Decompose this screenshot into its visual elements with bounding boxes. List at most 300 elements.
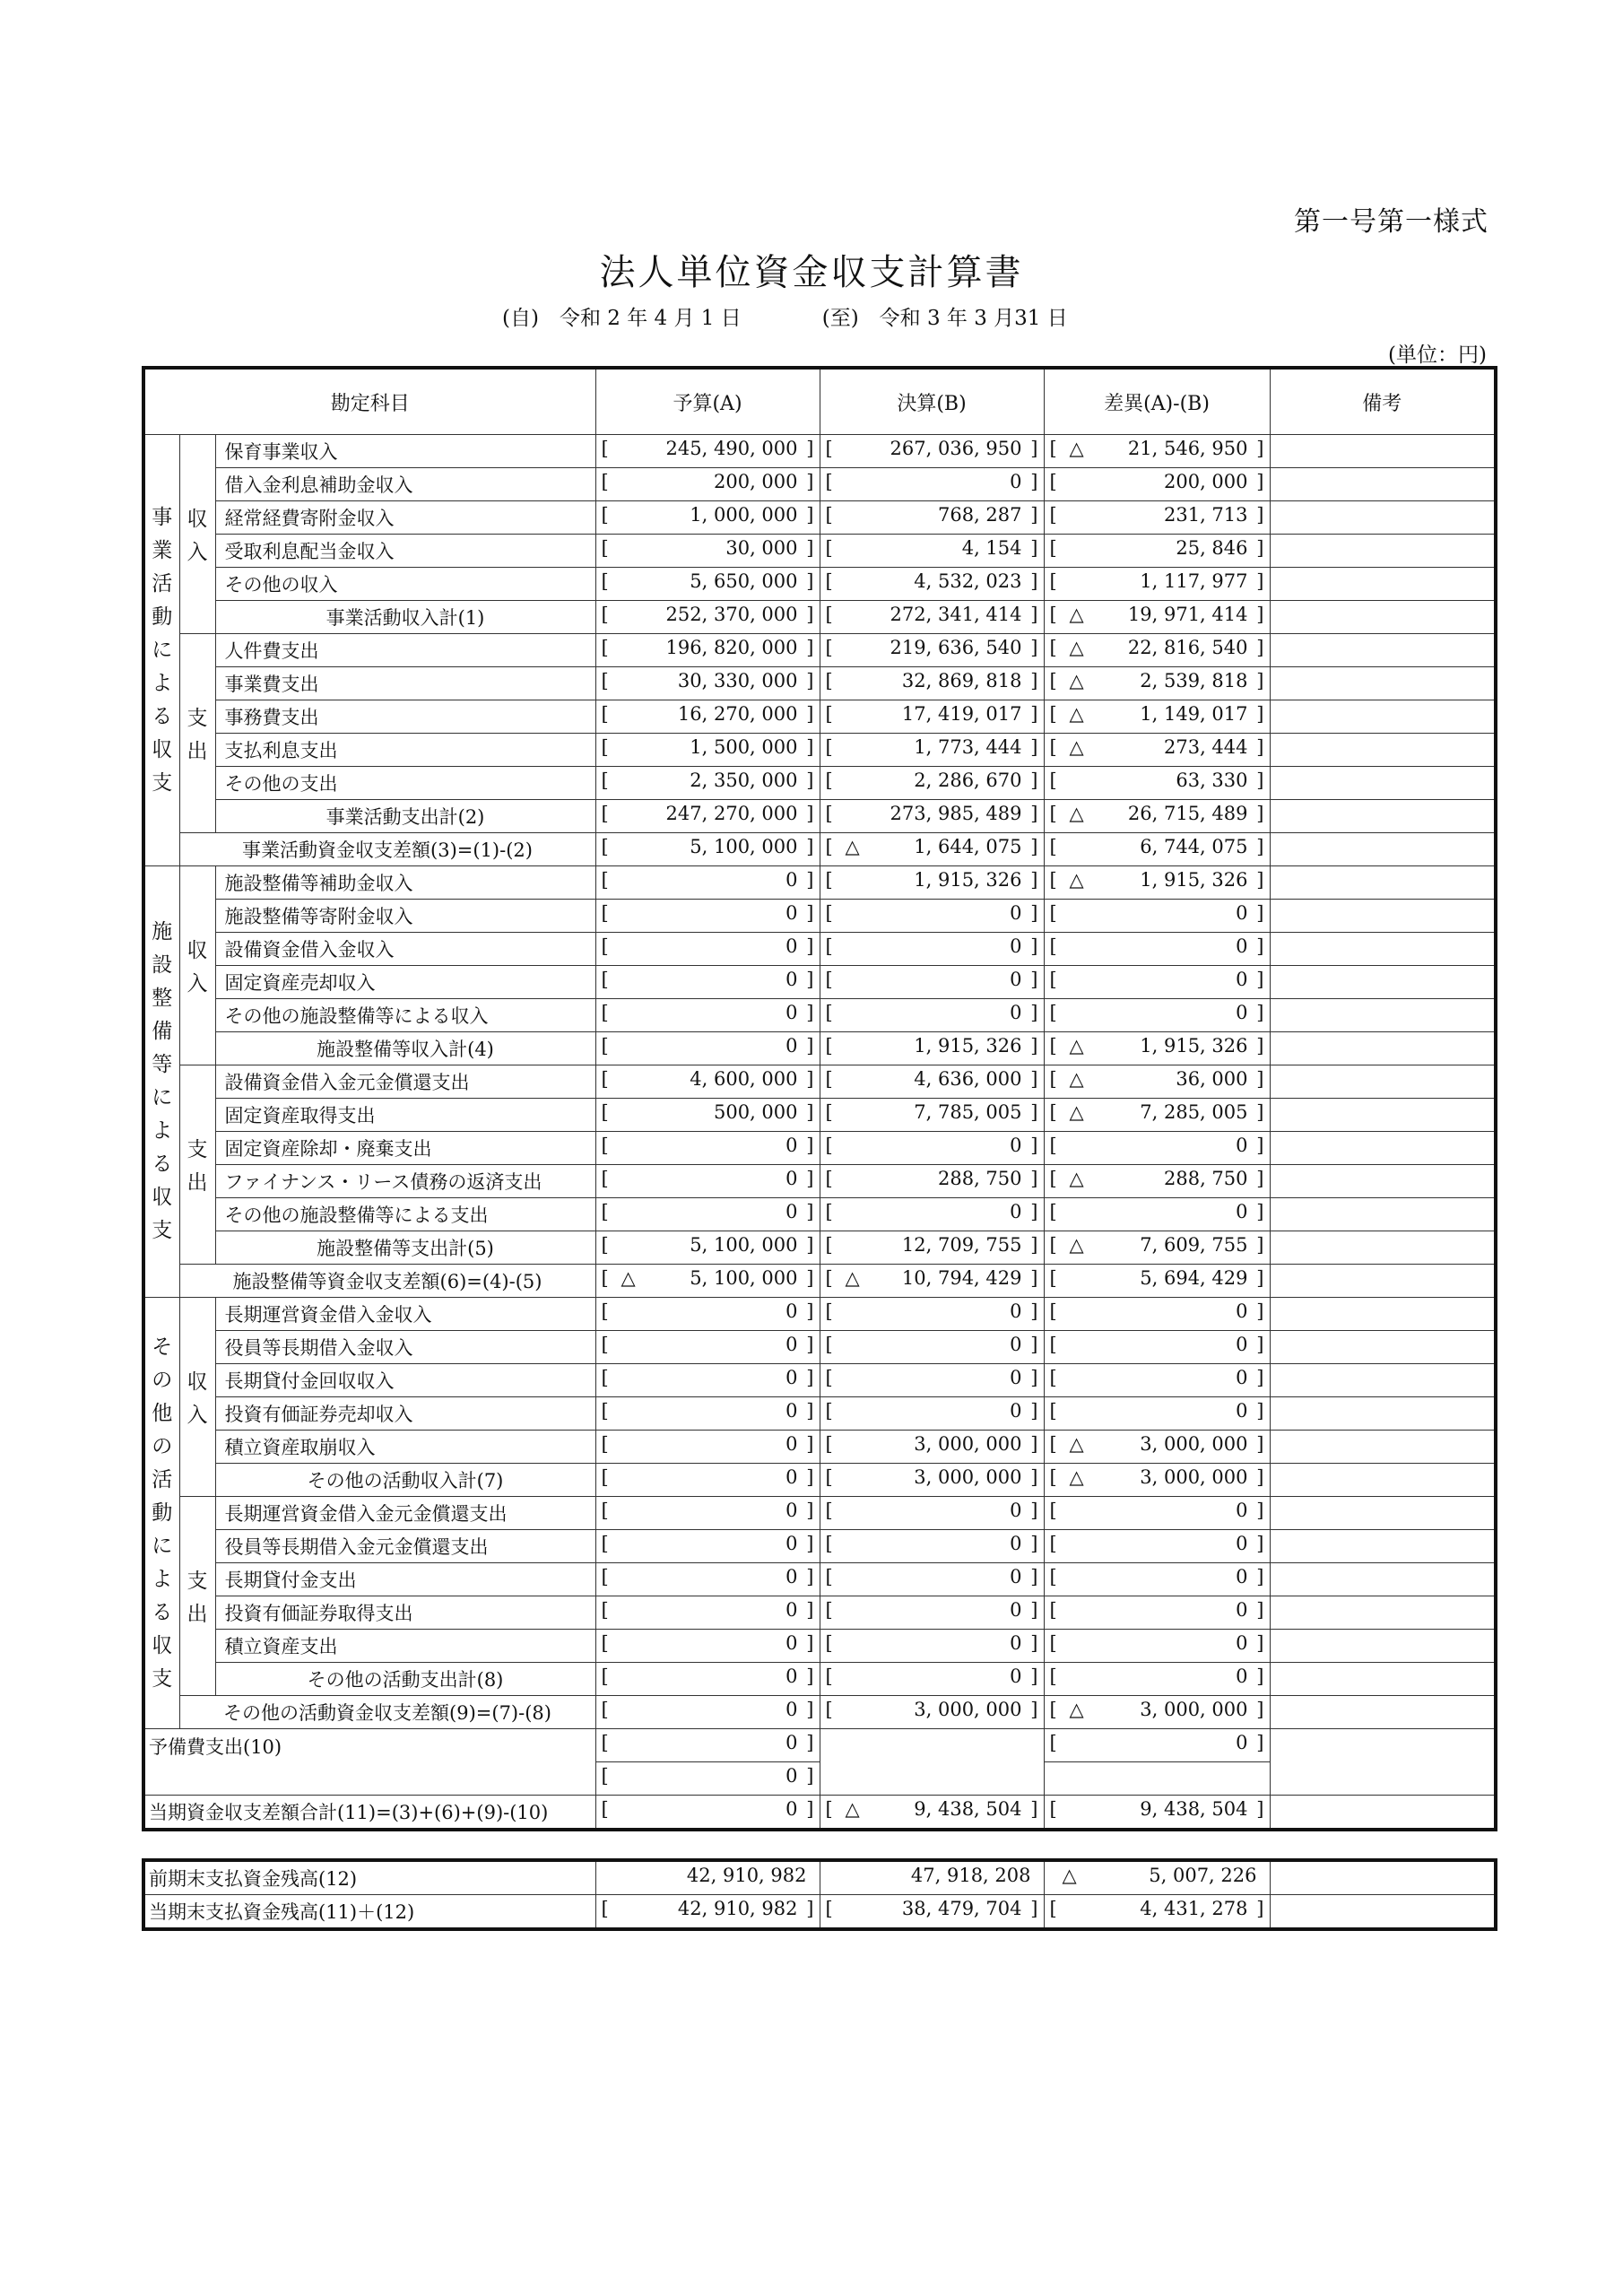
amount-cell bbox=[820, 1132, 1044, 1165]
note-cell bbox=[1270, 1231, 1496, 1265]
amount-value: 0 bbox=[785, 1599, 798, 1621]
section-label: その他の活動による収支 bbox=[143, 1298, 179, 1729]
bracket-right: ] bbox=[1030, 537, 1038, 559]
item-name: 経常経費寄附金収入 bbox=[215, 501, 595, 535]
bracket-left: [ bbox=[825, 1632, 833, 1654]
amount-cell bbox=[820, 535, 1044, 568]
bracket-left: [ bbox=[1049, 902, 1057, 924]
amount-cell bbox=[1044, 1630, 1270, 1663]
amount-value: 63, 330 bbox=[1176, 770, 1248, 791]
amount-cell bbox=[1044, 1099, 1270, 1132]
amount-cell bbox=[595, 1065, 820, 1099]
amount-cell bbox=[820, 1099, 1044, 1132]
amount-value: 5, 007, 226 bbox=[1149, 1865, 1257, 1886]
table-row bbox=[143, 933, 1496, 966]
bracket-right: ] bbox=[1256, 1135, 1264, 1156]
balance-name: 事業活動資金収支差額(3)=(1)-(2) bbox=[179, 833, 595, 866]
bracket-right: ] bbox=[1256, 570, 1264, 592]
negative-mark: △ bbox=[1069, 1699, 1084, 1720]
amount-cell bbox=[595, 1397, 820, 1431]
bracket-left: [ bbox=[825, 1599, 833, 1621]
amount-value: 288, 750 bbox=[937, 1168, 1022, 1189]
amount-cell bbox=[595, 1596, 820, 1630]
subtotal-row bbox=[143, 601, 1496, 634]
bracket-right: ] bbox=[1030, 836, 1038, 857]
item-name: 設備資金借入金収入 bbox=[215, 933, 595, 966]
bracket-right: ] bbox=[1030, 1035, 1038, 1057]
bracket-left: [ bbox=[1049, 1201, 1057, 1222]
negative-mark: △ bbox=[845, 1267, 860, 1289]
bracket-right: ] bbox=[806, 637, 814, 658]
table-row bbox=[143, 535, 1496, 568]
amount-value: 0 bbox=[785, 1433, 798, 1455]
amount-cell bbox=[820, 1165, 1044, 1198]
amount-value: 0 bbox=[785, 1300, 798, 1322]
item-name: その他の支出 bbox=[215, 767, 595, 800]
amount-value: 0 bbox=[785, 1367, 798, 1388]
amount-value: 0 bbox=[785, 969, 798, 990]
amount-value: 19, 971, 414 bbox=[1127, 604, 1248, 625]
subtotal-row bbox=[143, 1464, 1496, 1497]
bracket-left: [ bbox=[825, 1135, 833, 1156]
amount-value: 21, 546, 950 bbox=[1127, 438, 1248, 459]
amount-cell bbox=[595, 1630, 820, 1663]
amount-value: 4, 154 bbox=[961, 537, 1022, 559]
amount-cell bbox=[595, 1364, 820, 1397]
amount-cell bbox=[820, 1497, 1044, 1530]
amount-cell bbox=[595, 1860, 820, 1895]
bracket-left: [ bbox=[601, 1400, 609, 1422]
amount-value: 0 bbox=[785, 869, 798, 891]
note-cell bbox=[1270, 1132, 1496, 1165]
amount-value: 30, 000 bbox=[725, 537, 798, 559]
negative-mark: △ bbox=[1069, 1433, 1084, 1455]
amount-value: 0 bbox=[1010, 1334, 1022, 1355]
bracket-right: ] bbox=[806, 1300, 814, 1322]
amount-value: 2, 286, 670 bbox=[914, 770, 1022, 791]
bracket-right: ] bbox=[806, 471, 814, 492]
bracket-left: [ bbox=[825, 1798, 833, 1820]
bracket-right: ] bbox=[1030, 1433, 1038, 1455]
bracket-left: [ bbox=[1049, 570, 1057, 592]
bracket-right: ] bbox=[1256, 1002, 1264, 1023]
bracket-left: [ bbox=[1049, 1168, 1057, 1189]
bracket-left: [ bbox=[1049, 1898, 1057, 1919]
amount-cell bbox=[820, 1298, 1044, 1331]
amount-value: 0 bbox=[785, 1168, 798, 1189]
balance-row bbox=[143, 833, 1496, 866]
bracket-left: [ bbox=[825, 1234, 833, 1256]
negative-mark: △ bbox=[1069, 1101, 1084, 1123]
amount-value: 5, 650, 000 bbox=[690, 570, 798, 592]
amount-cell bbox=[1044, 1265, 1270, 1298]
bracket-left: [ bbox=[825, 537, 833, 559]
bracket-right: ] bbox=[1256, 1632, 1264, 1654]
negative-mark: △ bbox=[1069, 670, 1084, 691]
amount-value: 4, 431, 278 bbox=[1140, 1898, 1248, 1919]
amount-value: 0 bbox=[1010, 902, 1022, 924]
bracket-right: ] bbox=[806, 902, 814, 924]
bracket-left: [ bbox=[1049, 836, 1057, 857]
note-cell bbox=[1270, 1165, 1496, 1198]
amount-value: 0 bbox=[1236, 1632, 1248, 1654]
subtotal-name: その他の活動収入計(7) bbox=[215, 1464, 595, 1497]
amount-value: 6, 744, 075 bbox=[1140, 836, 1248, 857]
amount-value: 22, 816, 540 bbox=[1127, 637, 1248, 658]
bracket-left: [ bbox=[1049, 1798, 1057, 1820]
subtotal-row bbox=[143, 1032, 1496, 1065]
bracket-left: [ bbox=[1049, 1665, 1057, 1687]
bracket-left: [ bbox=[825, 1500, 833, 1521]
note-cell bbox=[1270, 634, 1496, 667]
amount-cell bbox=[1044, 833, 1270, 866]
amount-cell bbox=[820, 833, 1044, 866]
amount-cell bbox=[595, 900, 820, 933]
amount-value: 25, 846 bbox=[1176, 537, 1248, 559]
bracket-left: [ bbox=[825, 604, 833, 625]
bracket-right: ] bbox=[806, 935, 814, 957]
amount-cell bbox=[820, 1596, 1044, 1630]
table-row bbox=[143, 1497, 1496, 1530]
amount-cell bbox=[1044, 468, 1270, 501]
bracket-left: [ bbox=[601, 1201, 609, 1222]
amount-value: 3, 000, 000 bbox=[914, 1433, 1022, 1455]
bracket-right: ] bbox=[1256, 1798, 1264, 1820]
amount-cell bbox=[1044, 1431, 1270, 1464]
group-label: 収入 bbox=[179, 1298, 215, 1497]
subtotal-name: 事業活動支出計(2) bbox=[215, 800, 595, 833]
amount-value: 38, 479, 704 bbox=[901, 1898, 1022, 1919]
bracket-right: ] bbox=[1030, 1798, 1038, 1820]
bracket-right: ] bbox=[1030, 969, 1038, 990]
amount-value: 0 bbox=[785, 1798, 798, 1820]
bracket-right: ] bbox=[1030, 1466, 1038, 1488]
bracket-left: [ bbox=[1049, 1267, 1057, 1289]
note-cell bbox=[1270, 833, 1496, 866]
item-name: 事務費支出 bbox=[215, 700, 595, 734]
note-cell bbox=[1270, 1331, 1496, 1364]
amount-cell bbox=[595, 1497, 820, 1530]
table-row bbox=[143, 966, 1496, 999]
item-name: 施設整備等寄附金収入 bbox=[215, 900, 595, 933]
bracket-right: ] bbox=[806, 438, 814, 459]
bracket-right: ] bbox=[1030, 1300, 1038, 1322]
amount-cell bbox=[820, 1065, 1044, 1099]
bracket-right: ] bbox=[1256, 1599, 1264, 1621]
reserve-name: 予備費支出(10) bbox=[143, 1729, 595, 1796]
bracket-right: ] bbox=[1256, 670, 1264, 691]
amount-value: 0 bbox=[1236, 1002, 1248, 1023]
amount-value: 200, 000 bbox=[713, 471, 798, 492]
bracket-left: [ bbox=[601, 1267, 609, 1289]
bracket-right: ] bbox=[1256, 1201, 1264, 1222]
bracket-right: ] bbox=[1256, 969, 1264, 990]
bracket-left: [ bbox=[601, 1135, 609, 1156]
amount-cell bbox=[1044, 933, 1270, 966]
amount-cell bbox=[1044, 734, 1270, 767]
amount-value: 3, 000, 000 bbox=[914, 1699, 1022, 1720]
note-cell bbox=[1270, 601, 1496, 634]
note-cell bbox=[1270, 1696, 1496, 1729]
amount-cell bbox=[1044, 700, 1270, 734]
bracket-right: ] bbox=[1030, 1599, 1038, 1621]
bracket-right: ] bbox=[1030, 438, 1038, 459]
amount-value: 10, 794, 429 bbox=[901, 1267, 1022, 1289]
amount-cell bbox=[595, 1298, 820, 1331]
bracket-left: [ bbox=[1049, 1732, 1057, 1753]
col-actual: 決算(B) bbox=[820, 368, 1044, 435]
amount-cell bbox=[1044, 1563, 1270, 1596]
amount-cell bbox=[595, 501, 820, 535]
note-cell bbox=[1270, 966, 1496, 999]
amount-value: 0 bbox=[1236, 1500, 1248, 1521]
bracket-right: ] bbox=[1256, 1168, 1264, 1189]
amount-value: 768, 287 bbox=[937, 504, 1022, 526]
amount-value: 7, 285, 005 bbox=[1140, 1101, 1248, 1123]
table-row bbox=[143, 468, 1496, 501]
amount-cell bbox=[595, 1563, 820, 1596]
amount-value: 9, 438, 504 bbox=[1140, 1798, 1248, 1820]
bracket-right: ] bbox=[806, 570, 814, 592]
amount-cell bbox=[820, 1630, 1044, 1663]
col-budget: 予算(A) bbox=[595, 368, 820, 435]
table-row bbox=[143, 501, 1496, 535]
bracket-left: [ bbox=[825, 1201, 833, 1222]
bracket-left: [ bbox=[1049, 969, 1057, 990]
amount-cell bbox=[595, 734, 820, 767]
amount-value: 16, 270, 000 bbox=[677, 703, 798, 725]
note-cell bbox=[1270, 1860, 1496, 1895]
amount-cell bbox=[1044, 800, 1270, 833]
amount-value: 0 bbox=[1236, 1300, 1248, 1322]
amount-value: 0 bbox=[1236, 1367, 1248, 1388]
amount-cell bbox=[820, 601, 1044, 634]
amount-cell bbox=[1044, 1065, 1270, 1099]
bracket-left: [ bbox=[1049, 736, 1057, 758]
bracket-right: ] bbox=[1030, 1002, 1038, 1023]
amount-value: 219, 636, 540 bbox=[890, 637, 1022, 658]
amount-value: 0 bbox=[785, 1035, 798, 1057]
bracket-right: ] bbox=[1030, 1168, 1038, 1189]
bracket-right: ] bbox=[806, 1665, 814, 1687]
amount-value: 4, 636, 000 bbox=[914, 1068, 1022, 1090]
bracket-right: ] bbox=[1030, 770, 1038, 791]
balance-name: その他の活動資金収支差額(9)=(7)-(8) bbox=[179, 1696, 595, 1729]
bracket-right: ] bbox=[1256, 1267, 1264, 1289]
note-cell bbox=[1270, 1895, 1496, 1930]
note-cell bbox=[1270, 1630, 1496, 1663]
bracket-right: ] bbox=[1256, 1699, 1264, 1720]
amount-cell bbox=[820, 900, 1044, 933]
bracket-right: ] bbox=[806, 1168, 814, 1189]
bracket-right: ] bbox=[1256, 1400, 1264, 1422]
bracket-right: ] bbox=[1256, 836, 1264, 857]
note-cell bbox=[1270, 435, 1496, 468]
amount-cell bbox=[1044, 966, 1270, 999]
amount-cell bbox=[1044, 501, 1270, 535]
bracket-left: [ bbox=[1049, 1234, 1057, 1256]
amount-value: 0 bbox=[1010, 935, 1022, 957]
bracket-left: [ bbox=[1049, 1334, 1057, 1355]
item-name: 役員等長期借入金収入 bbox=[215, 1331, 595, 1364]
negative-mark: △ bbox=[621, 1267, 636, 1289]
bracket-left: [ bbox=[1049, 703, 1057, 725]
amount-cell bbox=[595, 1265, 820, 1298]
bracket-right: ] bbox=[1030, 471, 1038, 492]
note-cell bbox=[1270, 1530, 1496, 1563]
amount-cell bbox=[595, 1729, 820, 1762]
form-number: 第一号第一様式 bbox=[1294, 206, 1488, 238]
bracket-right: ] bbox=[806, 1533, 814, 1554]
note-cell bbox=[1270, 468, 1496, 501]
negative-mark: △ bbox=[845, 1798, 860, 1820]
table-row bbox=[143, 1099, 1496, 1132]
table-row bbox=[143, 1397, 1496, 1431]
bracket-left: [ bbox=[601, 1798, 609, 1820]
bracket-left: [ bbox=[601, 637, 609, 658]
bracket-left: [ bbox=[825, 1334, 833, 1355]
note-cell bbox=[1270, 1065, 1496, 1099]
balance-table bbox=[142, 1858, 1497, 1931]
bracket-left: [ bbox=[601, 1898, 609, 1919]
note-cell bbox=[1270, 1729, 1496, 1796]
bracket-right: ] bbox=[1256, 1300, 1264, 1322]
item-name: ファイナンス・リース債務の返済支出 bbox=[215, 1165, 595, 1198]
subtotal-name: 施設整備等収入計(4) bbox=[215, 1032, 595, 1065]
item-name: 積立資産支出 bbox=[215, 1630, 595, 1663]
note-cell bbox=[1270, 1464, 1496, 1497]
bracket-left: [ bbox=[1049, 1566, 1057, 1587]
note-cell bbox=[1270, 535, 1496, 568]
table-row bbox=[143, 1563, 1496, 1596]
bracket-right: ] bbox=[806, 1400, 814, 1422]
negative-mark: △ bbox=[845, 836, 860, 857]
bracket-left: [ bbox=[601, 537, 609, 559]
bracket-left: [ bbox=[601, 836, 609, 857]
bracket-right: ] bbox=[1256, 1234, 1264, 1256]
bracket-right: ] bbox=[806, 1898, 814, 1919]
bracket-left: [ bbox=[825, 504, 833, 526]
amount-value: 0 bbox=[785, 1400, 798, 1422]
grand-total-row bbox=[143, 1796, 1496, 1831]
bracket-left: [ bbox=[601, 1599, 609, 1621]
amount-value: 26, 715, 489 bbox=[1127, 803, 1248, 824]
statement-table bbox=[142, 366, 1497, 1831]
bracket-right: ] bbox=[806, 1798, 814, 1820]
amount-cell bbox=[1044, 900, 1270, 933]
reserve-row bbox=[143, 1729, 1496, 1762]
amount-value: 5, 100, 000 bbox=[690, 836, 798, 857]
bracket-right: ] bbox=[1256, 1566, 1264, 1587]
table-row bbox=[143, 667, 1496, 700]
amount-cell bbox=[595, 1165, 820, 1198]
bracket-left: [ bbox=[825, 1466, 833, 1488]
balance-row bbox=[143, 1265, 1496, 1298]
negative-mark: △ bbox=[1069, 438, 1084, 459]
bracket-left: [ bbox=[601, 703, 609, 725]
amount-value: 0 bbox=[1010, 1367, 1022, 1388]
amount-cell bbox=[595, 1796, 820, 1831]
bracket-right: ] bbox=[806, 1566, 814, 1587]
bracket-left: [ bbox=[825, 1267, 833, 1289]
bracket-left: [ bbox=[601, 1101, 609, 1123]
bracket-right: ] bbox=[1030, 869, 1038, 891]
bracket-right: ] bbox=[806, 869, 814, 891]
period bbox=[502, 301, 1068, 331]
bracket-right: ] bbox=[806, 1500, 814, 1521]
bracket-right: ] bbox=[1256, 1035, 1264, 1057]
amount-value: 42, 910, 982 bbox=[677, 1898, 798, 1919]
amount-value: 2, 539, 818 bbox=[1140, 670, 1248, 691]
amount-cell bbox=[1044, 1796, 1270, 1831]
table-row bbox=[143, 1364, 1496, 1397]
amount-cell bbox=[595, 468, 820, 501]
bracket-right: ] bbox=[1256, 770, 1264, 791]
table-row bbox=[143, 1530, 1496, 1563]
item-name: 人件費支出 bbox=[215, 634, 595, 667]
amount-value: 0 bbox=[785, 1533, 798, 1554]
negative-mark: △ bbox=[1069, 1035, 1084, 1057]
bracket-left: [ bbox=[825, 902, 833, 924]
bracket-right: ] bbox=[1030, 1898, 1038, 1919]
subtotal-name: 事業活動収入計(1) bbox=[215, 601, 595, 634]
bracket-left: [ bbox=[1049, 438, 1057, 459]
amount-value: 32, 869, 818 bbox=[901, 670, 1022, 691]
amount-cell bbox=[595, 1464, 820, 1497]
amount-value: 4, 532, 023 bbox=[914, 570, 1022, 592]
amount-value: 0 bbox=[1010, 1665, 1022, 1687]
amount-cell bbox=[595, 435, 820, 468]
bracket-left: [ bbox=[825, 770, 833, 791]
amount-value: 273, 444 bbox=[1163, 736, 1248, 758]
note-cell bbox=[1270, 1364, 1496, 1397]
amount-value: 5, 100, 000 bbox=[690, 1267, 798, 1289]
negative-mark: △ bbox=[1069, 803, 1084, 824]
amount-cell bbox=[820, 1331, 1044, 1364]
bracket-right: ] bbox=[1030, 1699, 1038, 1720]
negative-mark: △ bbox=[1069, 1466, 1084, 1488]
group-label: 支出 bbox=[179, 634, 215, 833]
bracket-right: ] bbox=[1030, 803, 1038, 824]
amount-cell bbox=[820, 667, 1044, 700]
amount-cell bbox=[820, 1895, 1044, 1930]
amount-value: 0 bbox=[1010, 1135, 1022, 1156]
bracket-right: ] bbox=[1256, 1068, 1264, 1090]
amount-value: 0 bbox=[785, 1466, 798, 1488]
bracket-left: [ bbox=[601, 770, 609, 791]
bracket-left: [ bbox=[1049, 935, 1057, 957]
amount-cell bbox=[595, 966, 820, 999]
amount-cell bbox=[820, 1032, 1044, 1065]
bracket-left: [ bbox=[601, 1433, 609, 1455]
amount-cell bbox=[595, 1032, 820, 1065]
amount-value: 245, 490, 000 bbox=[665, 438, 798, 459]
amount-cell bbox=[1044, 1032, 1270, 1065]
bracket-right: ] bbox=[806, 1632, 814, 1654]
item-name: 長期運営資金借入金収入 bbox=[215, 1298, 595, 1331]
amount-cell bbox=[595, 1331, 820, 1364]
bracket-right: ] bbox=[1030, 1632, 1038, 1654]
amount-value: 0 bbox=[1010, 471, 1022, 492]
balance-row bbox=[143, 1696, 1496, 1729]
amount-cell bbox=[820, 1464, 1044, 1497]
amount-value: 0 bbox=[1010, 969, 1022, 990]
amount-cell bbox=[820, 1364, 1044, 1397]
group-label: 支出 bbox=[179, 1497, 215, 1696]
amount-cell bbox=[595, 866, 820, 900]
amount-value: 0 bbox=[785, 935, 798, 957]
note-cell bbox=[1270, 1796, 1496, 1831]
